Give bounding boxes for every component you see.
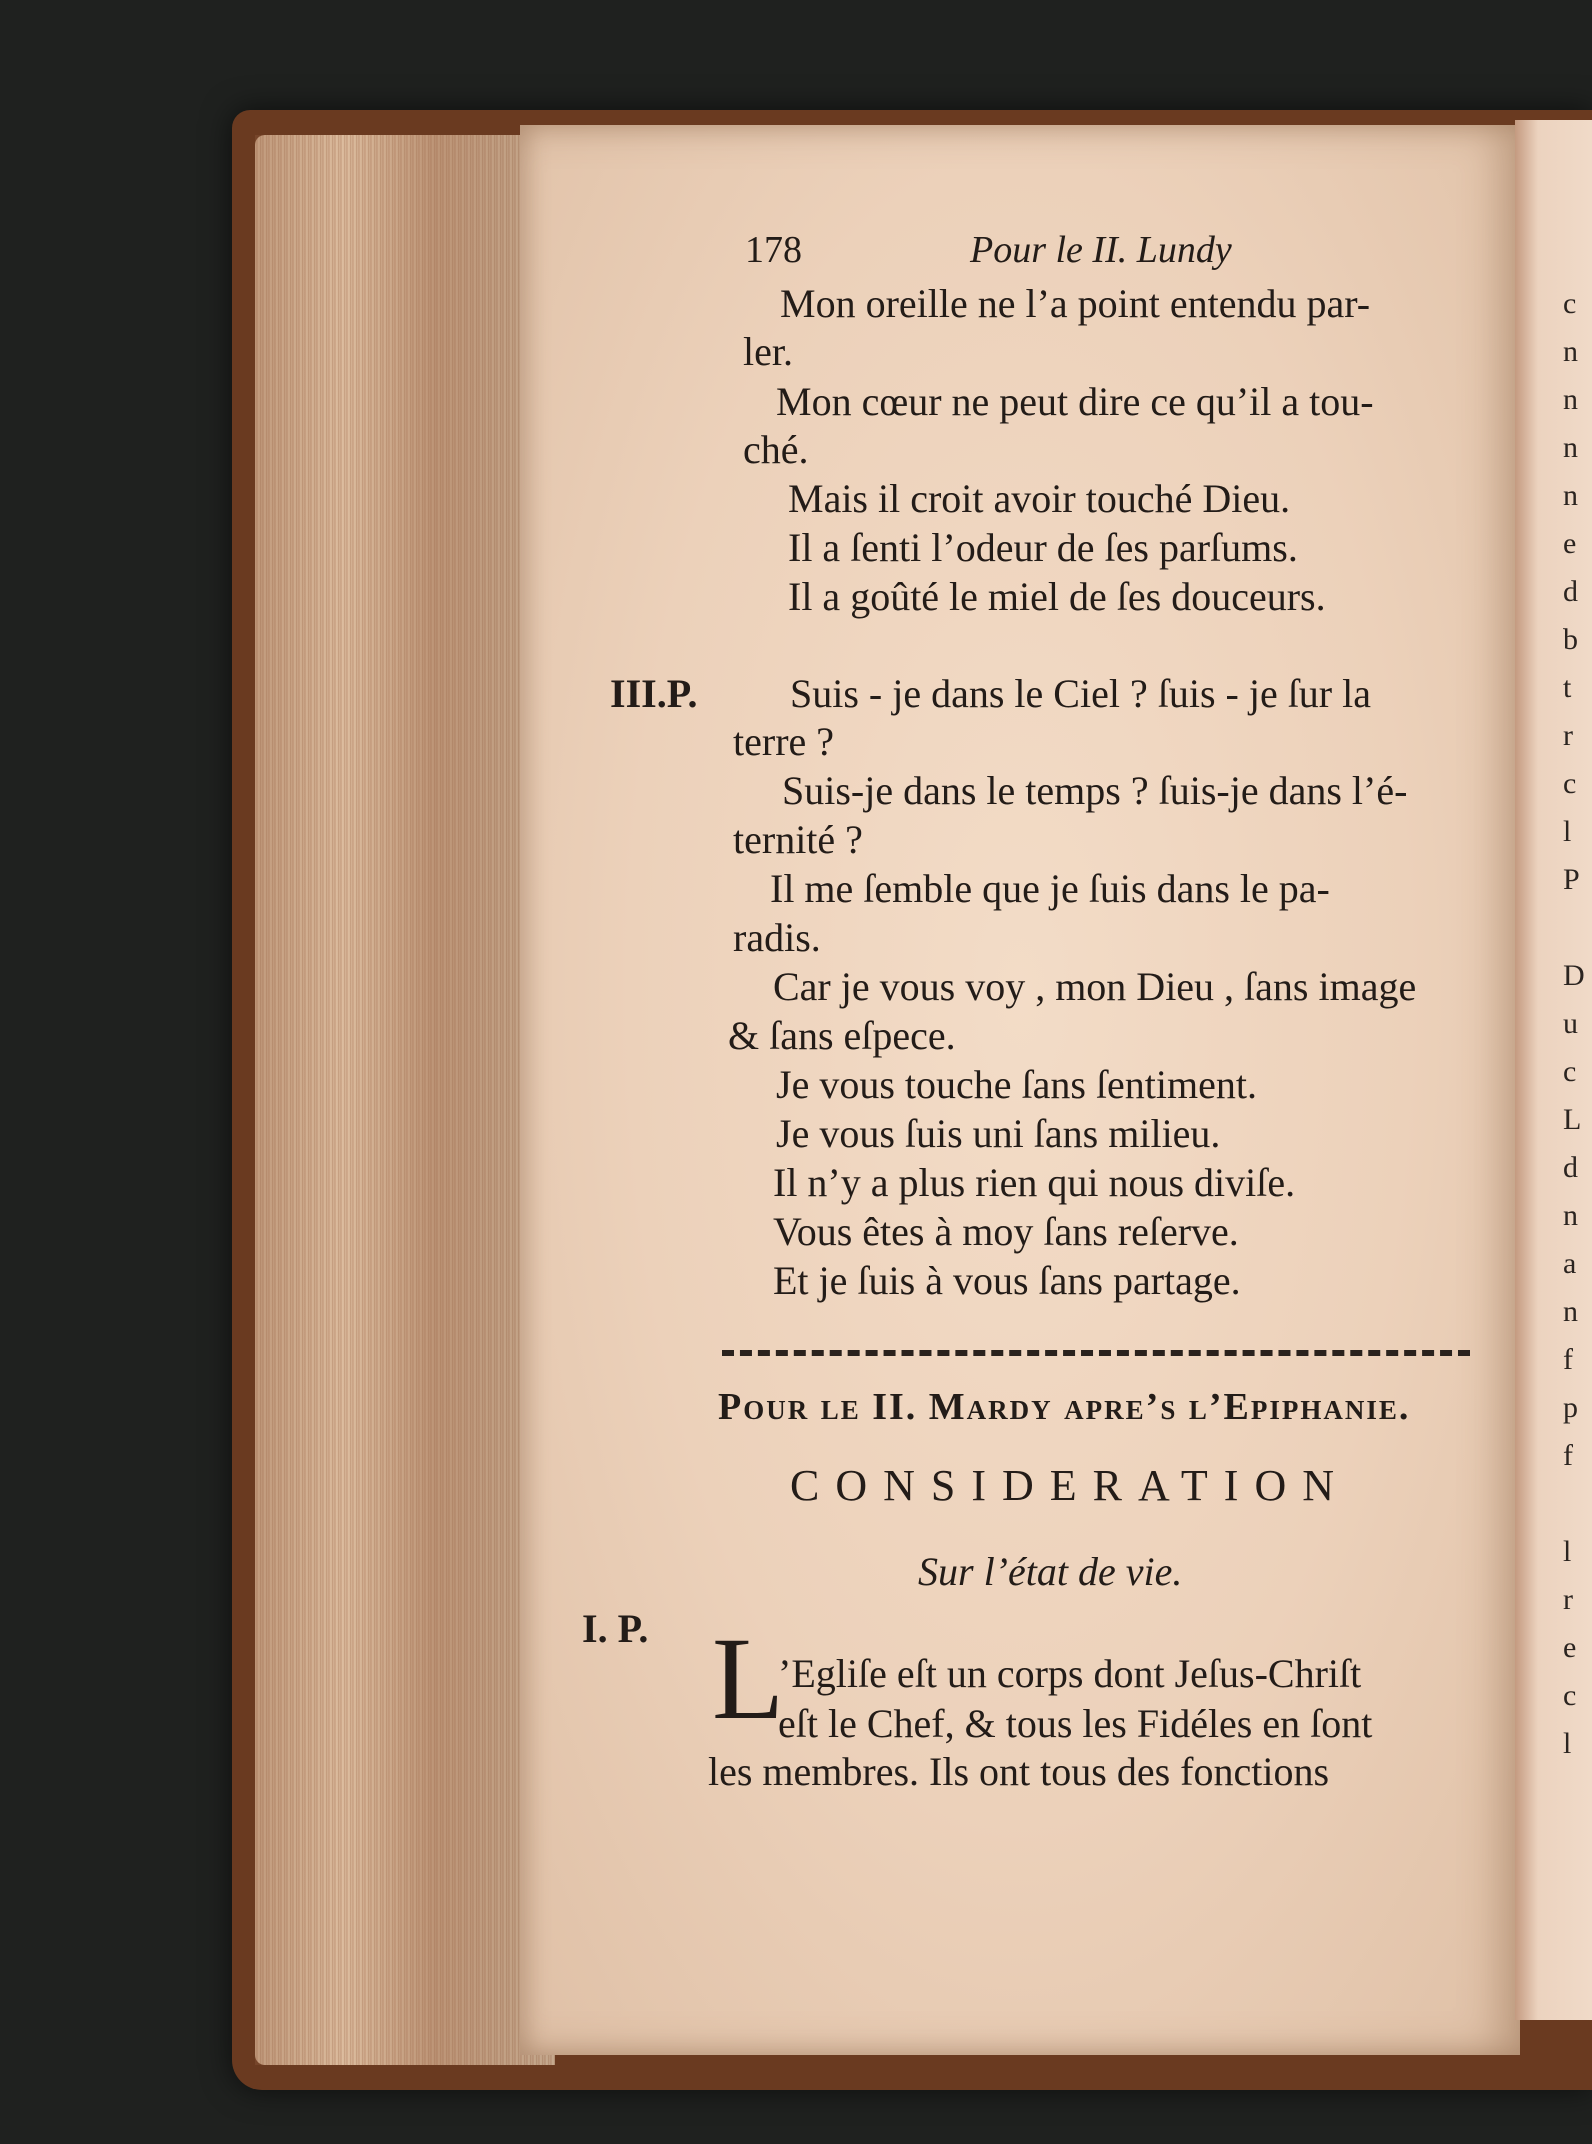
text-line: Il a goûté le miel de ſes douceurs. — [788, 574, 1326, 619]
next-page-letter: n — [1563, 1199, 1578, 1232]
next-page-letter: L — [1563, 1103, 1582, 1136]
text-line: Suis-je dans le temps ? ſuis-je dans l’é- — [782, 768, 1408, 813]
next-page-letter: p — [1563, 1391, 1578, 1424]
next-page-letter: n — [1563, 431, 1578, 464]
text-line: ternité ? — [733, 817, 863, 862]
text-line: eſt le Chef, & tous les Fidéles en ſont — [778, 1701, 1373, 1746]
next-page-letter: t — [1563, 671, 1572, 704]
subheading: Sur l’état de vie. — [918, 1549, 1183, 1594]
consideration-title: CONSIDERATION — [790, 1461, 1350, 1510]
text-line: Il me ſemble que je ſuis dans le pa- — [770, 866, 1330, 911]
section-marker: III.P. — [610, 671, 698, 716]
text-line: les membres. Ils ont tous des fonctions — [708, 1749, 1330, 1794]
next-page-letter: e — [1563, 1631, 1577, 1664]
next-page-letter: r — [1563, 1583, 1573, 1616]
text-line: Mon cœur ne peut dire ce qu’il a tou- — [776, 379, 1374, 424]
section-heading: Pour le II. Mardy apre’s l’Epiphanie. — [718, 1386, 1411, 1428]
text-line: Vous êtes à moy ſans reſerve. — [773, 1209, 1239, 1254]
next-page-letter: a — [1563, 1247, 1577, 1280]
text-line: Mais il croit avoir touché Dieu. — [788, 476, 1291, 521]
next-page-letter: c — [1563, 767, 1577, 800]
running-title: Pour le II. Lundy — [970, 229, 1232, 271]
next-page-letter: P — [1563, 863, 1580, 896]
next-page-letter — [1563, 904, 1592, 952]
right-page-edge — [1515, 120, 1592, 2020]
text-line: Suis - je dans le Ciel ? ſuis - je ſur la — [790, 671, 1371, 716]
next-page-letter: n — [1563, 335, 1578, 368]
next-page-letter: e — [1563, 527, 1577, 560]
text-line: & ſans eſpece. — [728, 1013, 956, 1058]
section-marker: I. P. — [582, 1606, 649, 1651]
text-line: ler. — [743, 329, 793, 374]
text-line: Il a ſenti l’odeur de ſes parſums. — [788, 525, 1298, 570]
drop-cap: L — [712, 1613, 785, 1744]
text-line: terre ? — [733, 719, 835, 764]
text-line: Il n’y a plus rien qui nous diviſe. — [773, 1160, 1296, 1205]
next-page-letter: n — [1563, 479, 1578, 512]
next-page-letter: l — [1563, 1727, 1572, 1760]
text-line: radis. — [733, 915, 821, 960]
next-page-letter: u — [1563, 1007, 1578, 1040]
next-page-letter: l — [1563, 815, 1572, 848]
next-page-letter: r — [1563, 719, 1573, 752]
next-page-letter: c — [1563, 1679, 1577, 1712]
next-page-letter: d — [1563, 575, 1578, 608]
next-page-letter: f — [1563, 1439, 1573, 1472]
page-fore-edge — [255, 135, 555, 2065]
section-divider — [722, 1350, 1470, 1356]
next-page-letter: f — [1563, 1343, 1573, 1376]
text-line: Je vous touche ſans ſentiment. — [776, 1062, 1258, 1107]
text-line: ché. — [743, 427, 809, 472]
text-line: Je vous ſuis uni ſans milieu. — [776, 1111, 1221, 1156]
next-page-letter: n — [1563, 1295, 1578, 1328]
next-page-letter: c — [1563, 287, 1577, 320]
next-page-letter: l — [1563, 1535, 1572, 1568]
next-page-letter: d — [1563, 1151, 1578, 1184]
next-page-letter: c — [1563, 1055, 1577, 1088]
next-page-letter: D — [1563, 959, 1585, 992]
text-line: Mon oreille ne l’a point entendu par- — [780, 281, 1371, 326]
next-page-letter: b — [1563, 623, 1578, 656]
next-page-letter — [1563, 1480, 1592, 1528]
right-page-letters — [1563, 280, 1592, 1768]
next-page-letter: n — [1563, 383, 1578, 416]
text-line: ’Egliſe eſt un corps dont Jeſus-Chriſt — [778, 1651, 1362, 1696]
page-number: 178 — [745, 229, 802, 271]
text-line: Car je vous voy , mon Dieu , ſans image — [773, 964, 1417, 1009]
text-line: Et je ſuis à vous ſans partage. — [773, 1258, 1241, 1303]
